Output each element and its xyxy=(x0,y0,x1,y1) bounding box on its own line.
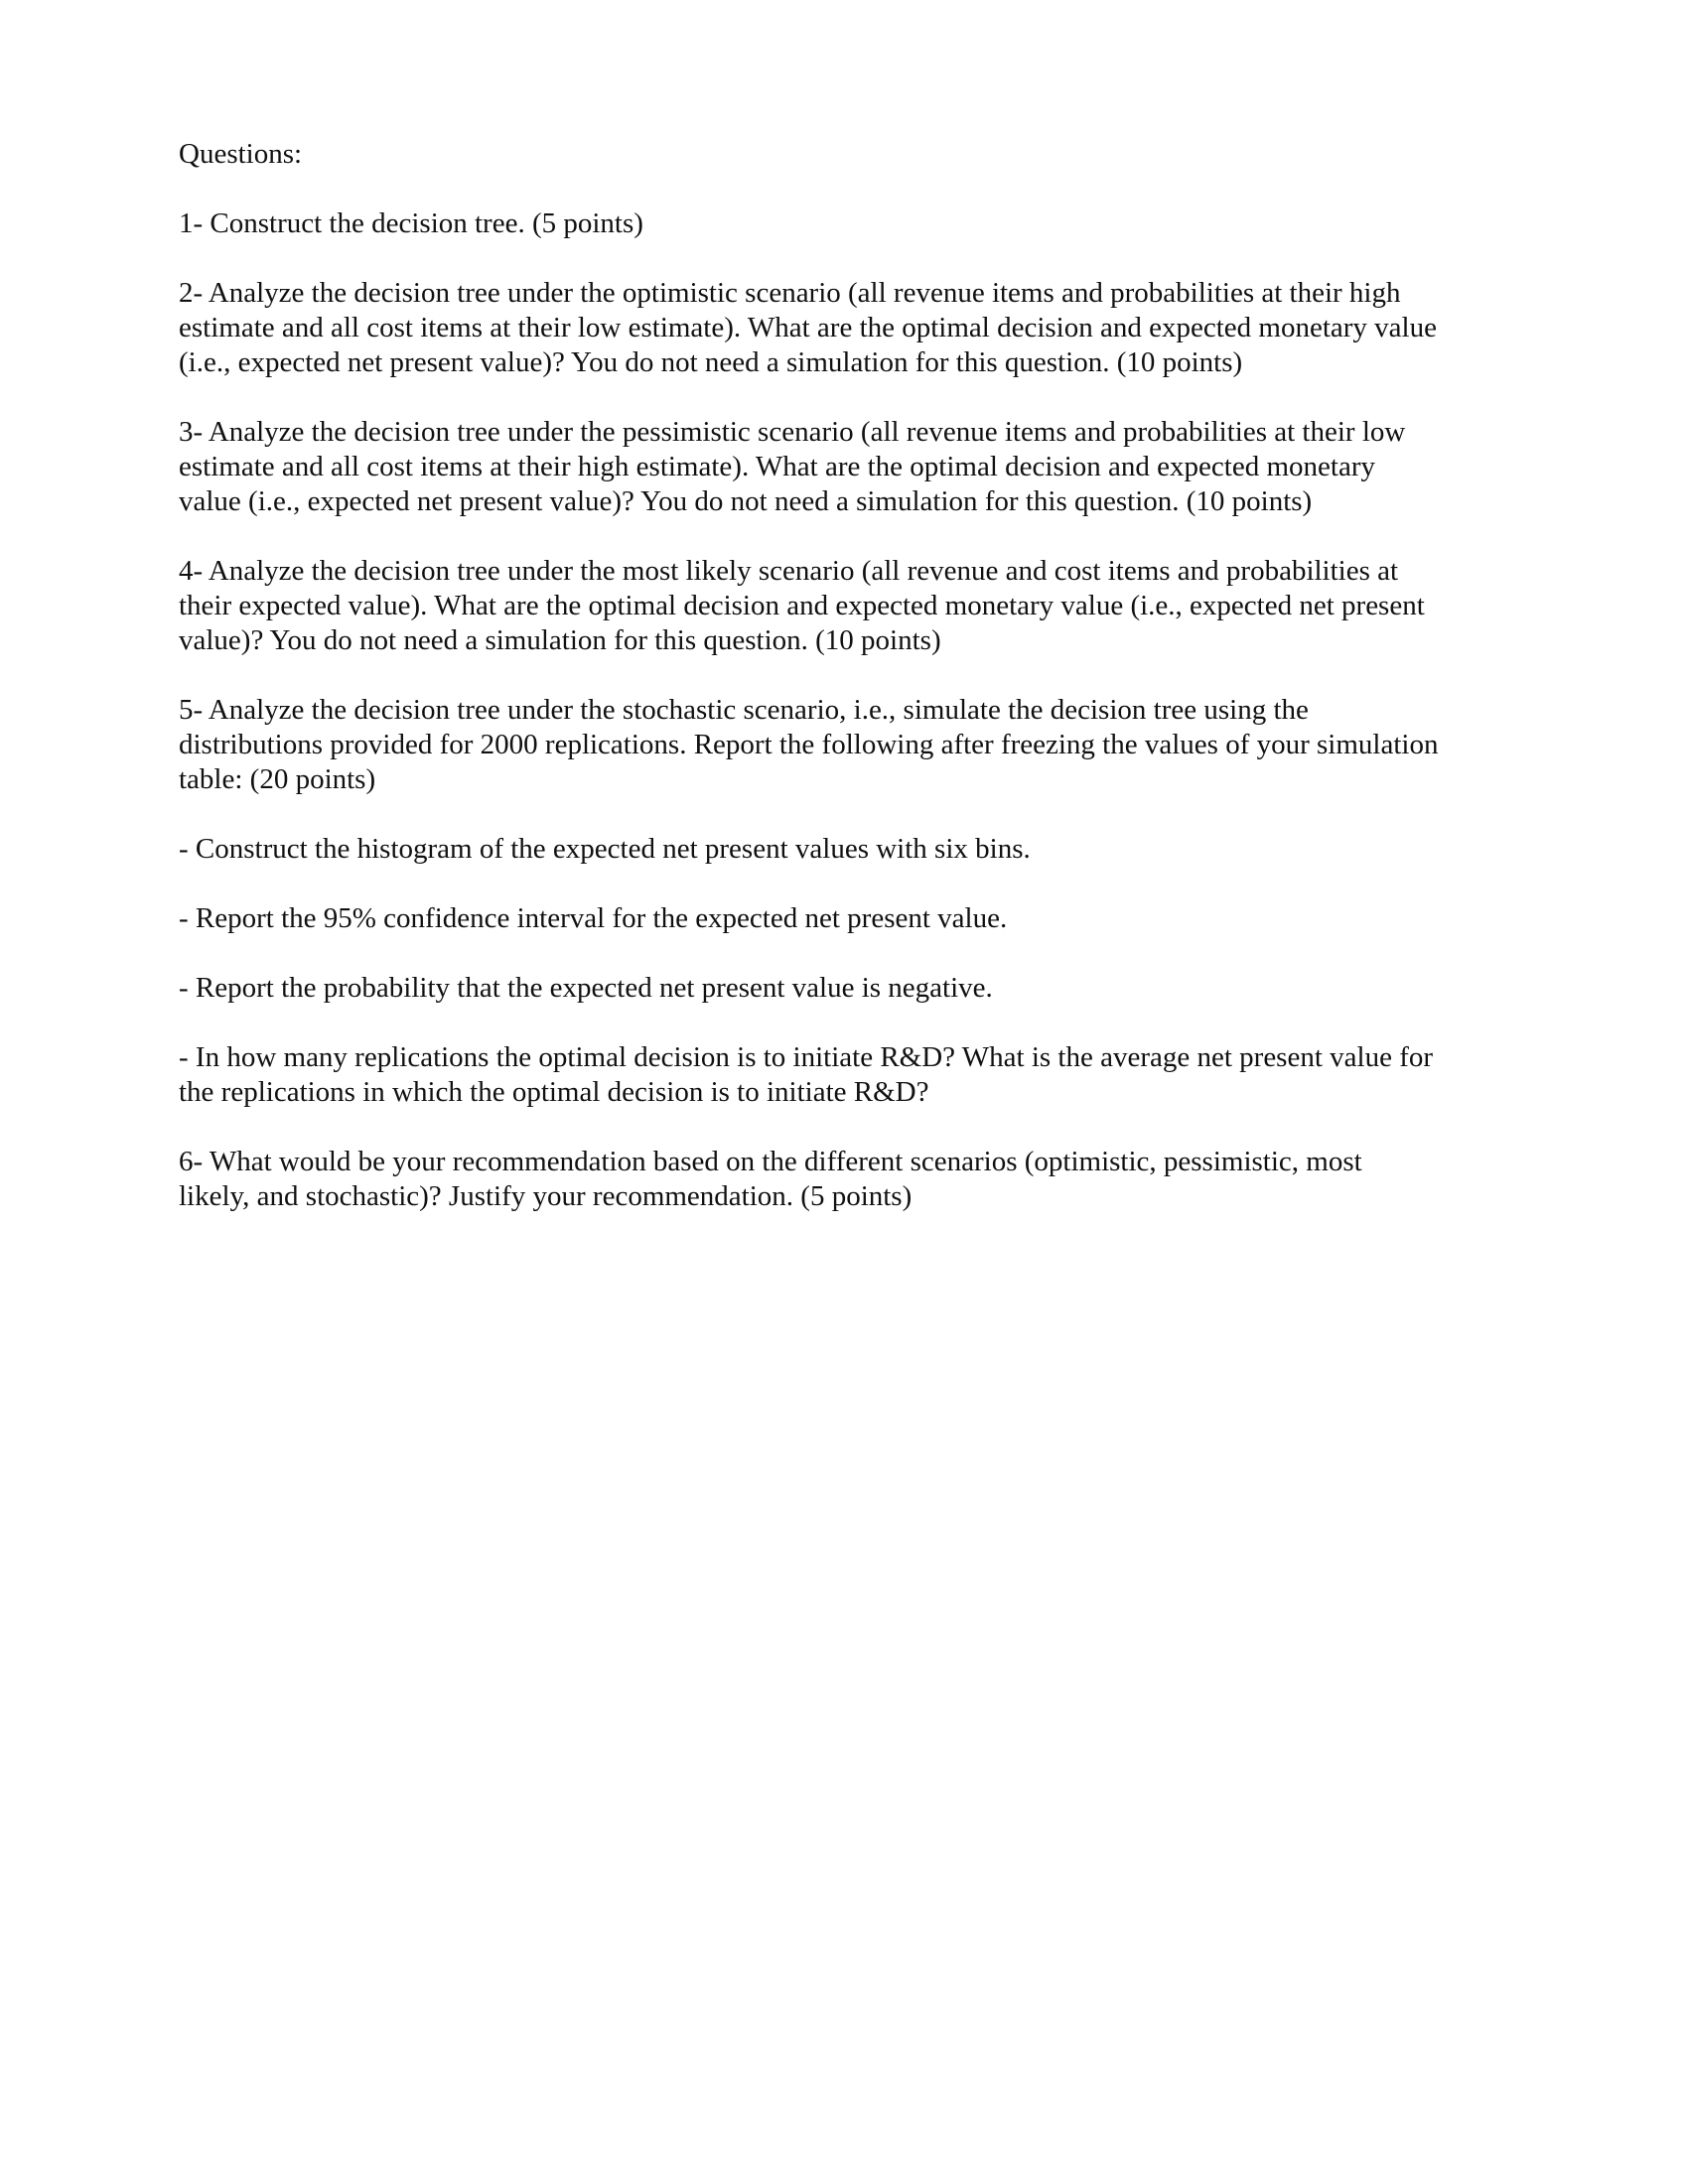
document-page xyxy=(179,137,1519,1214)
question-3: 3- Analyze the decision tree under the pessimistic scenario (all revenue items and probabilities at their low estimate and all cost items at their high estimate). What are the optimal decision and expected monetary value (i.e., expected net present value)? You do not need a simulation for this question. (10 points) xyxy=(179,416,1406,517)
question-2: 2- Analyze the decision tree under the optimistic scenario (all revenue items and probabilities at their high estimate and all cost items at their low estimate). What are the optimal decision and expected monetary value (i.e., expected net present value)? You do not need a simulation for this question. (10 points) xyxy=(179,277,1437,378)
question-5-item-histogram: - Construct the histogram of the expected net present values with six bins. xyxy=(179,833,1031,865)
question-4: 4- Analyze the decision tree under the most likely scenario (all revenue and cost items and probabilities at their expected value). What are the optimal decision and expected monetary value (i.e., expected net present value)? You do not need a simulation for this question. (10 points) xyxy=(179,555,1425,656)
question-5: 5- Analyze the decision tree under the stochastic scenario, i.e., simulate the decision tree using the distributions provided for 2000 replications. Report the following after freezing the values of your simulation table: (20 points) xyxy=(179,694,1439,795)
question-6: 6- What would be your recommendation based on the different scenarios (optimistic, pessimistic, most likely, and stochastic)? Justify your recommendation. (5 points) xyxy=(179,1146,1362,1212)
question-1: 1- Construct the decision tree. (5 points) xyxy=(179,207,643,239)
question-5-item-negative-probability: - Report the probability that the expected net present value is negative. xyxy=(179,972,993,1004)
question-5-item-replications: - In how many replications the optimal decision is to initiate R&D? What is the average net present value for the replications in which the optimal decision is to initiate R&D? xyxy=(179,1041,1434,1108)
question-5-item-confidence-interval: - Report the 95% confidence interval for the expected net present value. xyxy=(179,902,1008,934)
questions-heading: Questions: xyxy=(179,138,303,170)
